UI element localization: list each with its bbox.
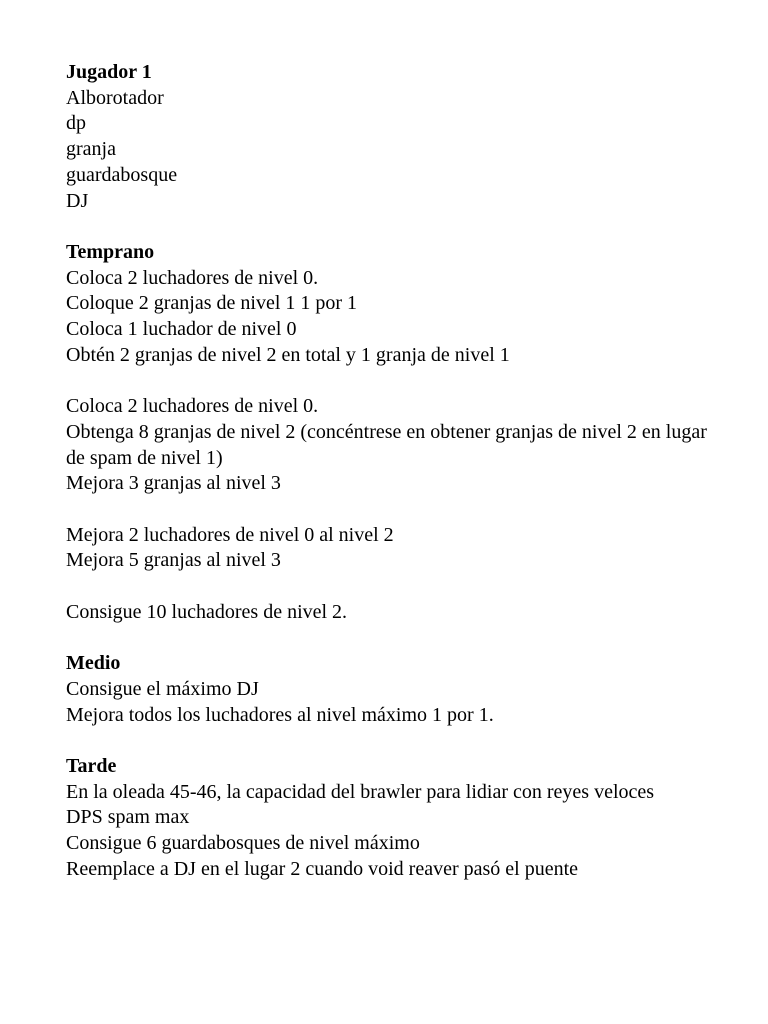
section-jugador xyxy=(66,60,716,214)
section-temprano xyxy=(66,240,716,369)
text-line: Consigue 10 luchadores de nivel 2. xyxy=(66,600,348,623)
text-line: guardabosque xyxy=(66,163,178,186)
heading-temprano: Temprano xyxy=(66,240,155,263)
text-line: Consigue 6 guardabosques de nivel máximo xyxy=(66,832,420,854)
heading-medio: Medio xyxy=(66,652,121,675)
text-line: Coloca 2 luchadores de nivel 0. xyxy=(66,266,319,289)
text-line: En la oleada 45-46, la capacidad del brawler para lidiar con reyes veloces xyxy=(66,780,655,803)
text-line: granja xyxy=(66,138,116,161)
document-page xyxy=(66,60,716,908)
heading-jugador: Jugador 1 xyxy=(66,61,152,83)
heading-tarde: Tarde xyxy=(66,754,117,777)
text-line: Mejora 2 luchadores de nivel 0 al nivel 2 xyxy=(66,523,394,546)
section-block-2 xyxy=(66,394,716,497)
text-line: Mejora 5 granjas al nivel 3 xyxy=(66,549,281,572)
text-line: DPS spam max xyxy=(66,806,190,829)
text-line: Coloca 1 luchador de nivel 0 xyxy=(66,318,297,341)
text-line: Reemplace a DJ en el lugar 2 cuando void reaver pasó el puente xyxy=(66,857,579,880)
text-line: Obtén 2 granjas de nivel 2 en total y 1 granja de nivel 1 xyxy=(66,343,510,366)
text-line: Obtenga 8 granjas de nivel 2 (concéntrese en obtener granjas de nivel 2 en lugar de spam de nivel 1) xyxy=(66,420,707,469)
section-tarde xyxy=(66,754,716,883)
text-line: Consigue el máximo DJ xyxy=(66,677,259,700)
text-line: Mejora 3 granjas al nivel 3 xyxy=(66,472,281,495)
text-line: Coloca 2 luchadores de nivel 0. xyxy=(66,395,319,418)
text-line: dp xyxy=(66,112,86,135)
text-line: Alborotador xyxy=(66,86,164,109)
text-line: Coloque 2 granjas de nivel 1 1 por 1 xyxy=(66,292,358,315)
section-block-4 xyxy=(66,600,716,626)
section-medio xyxy=(66,651,716,728)
text-line: Mejora todos los luchadores al nivel máximo 1 por 1. xyxy=(66,703,494,726)
section-block-3 xyxy=(66,523,716,574)
text-line: DJ xyxy=(66,189,89,212)
